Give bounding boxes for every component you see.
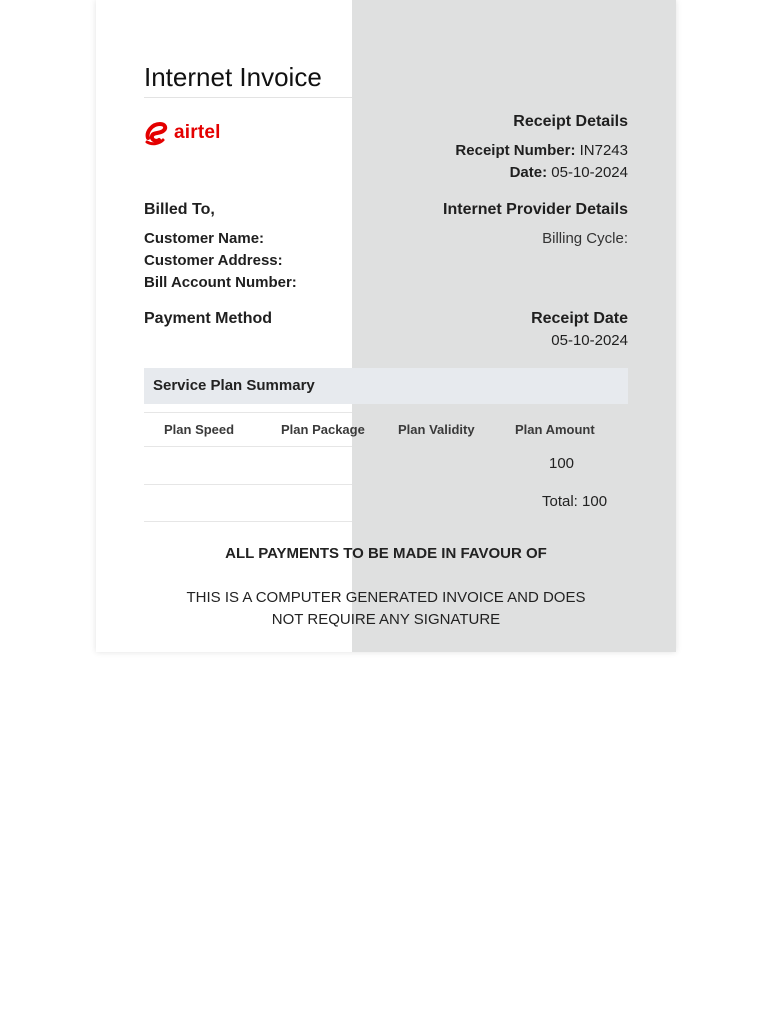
invoice-title: Internet Invoice: [144, 62, 322, 92]
airtel-logo: [144, 120, 221, 146]
data-row-rule: [144, 484, 352, 485]
airtel-swirl-icon: [144, 120, 170, 146]
invoice-content: [144, 0, 628, 652]
receipt-number-line: [455, 142, 628, 159]
payment-method-heading: Payment Method: [144, 310, 273, 327]
plan-amount-cell: 100: [549, 455, 575, 472]
column-header-plan-speed: Plan Speed: [164, 422, 235, 437]
invoice-page: [96, 0, 676, 652]
receipt-number-value: IN7243: [579, 142, 628, 159]
receipt-details-heading: Receipt Details: [513, 113, 628, 130]
receipt-date-heading: Receipt Date: [531, 310, 628, 327]
customer-address-label: Customer Address:: [144, 252, 283, 269]
title-divider: [144, 97, 352, 98]
provider-heading: Internet Provider Details: [443, 201, 628, 218]
payments-note: ALL PAYMENTS TO BE MADE IN FAVOUR OF: [225, 545, 547, 562]
header-row-rule: [144, 446, 352, 447]
customer-name-label: Customer Name:: [144, 230, 265, 247]
date-value: 05-10-2024: [551, 164, 628, 181]
total-amount: Total: 100: [542, 493, 608, 510]
disclaimer-line-2: NOT REQUIRE ANY SIGNATURE: [271, 611, 501, 628]
table-top-rule: [144, 412, 352, 413]
billed-to-heading: Billed To,: [144, 201, 215, 218]
column-header-plan-validity: Plan Validity: [398, 422, 475, 437]
disclaimer-line-1: THIS IS A COMPUTER GENERATED INVOICE AND DOES: [186, 589, 586, 606]
total-row-rule: [144, 521, 352, 522]
receipt-date-value: 05-10-2024: [551, 332, 628, 349]
date-label: Date:: [509, 164, 548, 181]
logo-text: airtel: [174, 122, 221, 143]
column-header-plan-package: Plan Package: [281, 422, 365, 437]
service-plan-summary-title: Service Plan Summary: [153, 377, 315, 394]
billing-cycle-label: Billing Cycle:: [542, 230, 628, 247]
date-line: [510, 164, 628, 181]
bill-account-number-label: Bill Account Number:: [144, 274, 297, 291]
column-header-plan-amount: Plan Amount: [515, 422, 595, 437]
receipt-number-label: Receipt Number:: [455, 142, 576, 159]
service-plan-summary-bar: [144, 368, 628, 404]
